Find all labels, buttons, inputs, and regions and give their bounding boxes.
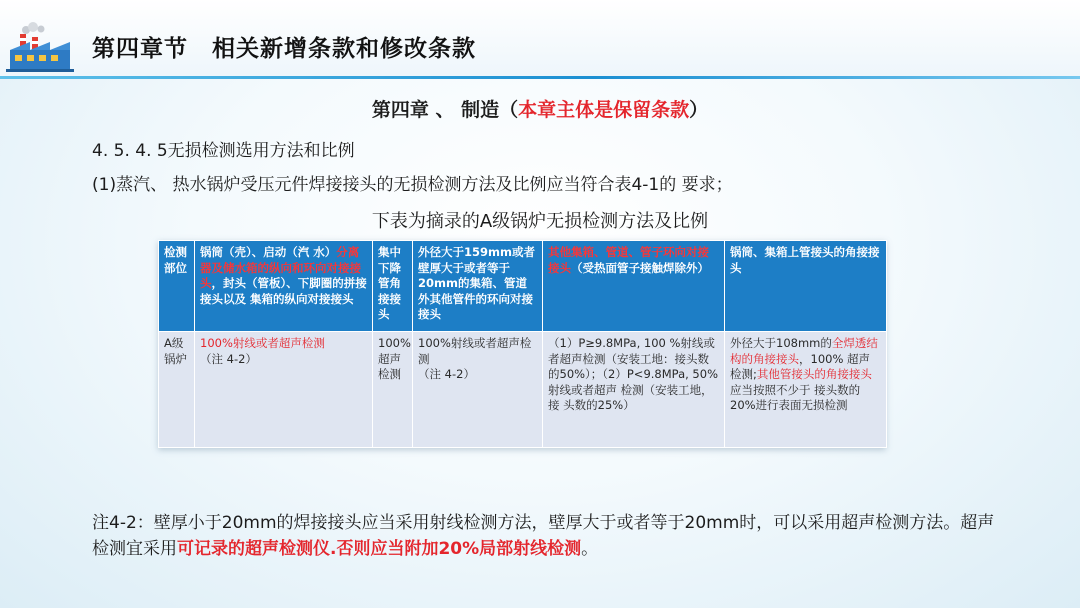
table-row — [159, 332, 887, 448]
chapter-title-main: 第四章 、 制造（ — [371, 99, 519, 121]
chapter-title-end: ） — [689, 99, 709, 121]
row-cell-drum-note: （注 4-2） — [200, 351, 257, 366]
row-cell-nozzle — [725, 332, 887, 448]
row-cell-downcomer: 100%超声检测 — [373, 332, 413, 448]
table-header-row — [159, 241, 887, 332]
row-cell-drum — [195, 332, 373, 448]
header-cell-location: 检测部位 — [159, 241, 195, 332]
row-cell-other-pipes: （1）P≥9.8MPa, 100 %射线或者超声检测（安装工地：接头数的50%）；（2）P<9.8MPa, 50%射线或者超声 检测（安装工地，接 头数的25%） — [543, 332, 725, 448]
footnote-text: 注4-2：壁厚小于20mm的焊接接头应当采用射线检测方法，壁厚大于或者等于20mm时，可以采用超声检测方法。超声检测宜采用 — [92, 513, 995, 559]
header-cell-drum-red: 分离器及储水箱的纵向和环向对接接头 — [200, 245, 361, 290]
header-divider — [0, 76, 1080, 79]
page-title: 第四章节 相关新增条款和修改条款 — [92, 36, 476, 62]
header-cell-drum-a: 锅筒（壳）、启动（汽 水） — [200, 245, 337, 259]
table-caption: 下表为摘录的A级锅炉无损检测方法及比例 — [371, 211, 709, 232]
row-cell-large-diameter-a: 100%射线或者超声检测 — [418, 336, 532, 366]
row-cell-drum-red: 100%射线或者超声检测 — [200, 336, 325, 350]
row-cell-large-diameter-note: （注 4-2） — [418, 367, 475, 381]
header-cell-other-pipes — [543, 241, 725, 332]
header-cell-large-diameter: 外径大于159mm或者壁厚大于或者等于20mm的集箱、管道外其他管件的环向对接接头 — [413, 241, 543, 332]
row-cell-nozzle-red1: 全焊透结构的角接接头 — [730, 336, 878, 366]
row-cell-large-diameter — [413, 332, 543, 448]
inspection-table-container — [158, 240, 886, 448]
inspection-table — [158, 240, 887, 448]
row-cell-nozzle-b: ，100% 超声检测; — [730, 351, 871, 381]
row-cell-nozzle-red2: 其他管接头的角接接头 — [756, 367, 872, 381]
row-cell-location: A级锅炉 — [159, 332, 195, 448]
header-cell-other-pipes-b: （受热面管子接触焊除外） — [571, 260, 709, 275]
row-cell-nozzle-c: 应当按照不少于 接头数的20%进行表面无损检测 — [730, 382, 861, 412]
header-cell-nozzle: 锅筒、集箱上管接头的角接接头 — [725, 241, 887, 332]
row-cell-nozzle-a: 外径大于108mm的 — [730, 336, 832, 350]
factory-icon — [6, 22, 74, 72]
header-cell-downcomer: 集中下降管角接接头 — [373, 241, 413, 332]
header-cell-drum-b: ，封头（管板）、下脚圈的拼接接头以及 集箱的纵向对接接头 — [200, 276, 367, 306]
header-cell-other-pipes-red: 其他集箱、管道、管子环向对接接头 — [548, 245, 709, 275]
footnote-end: 。 — [581, 539, 599, 559]
footnote-highlight: 可记录的超声检测仪.否则应当附加20%局部射线检测 — [177, 539, 582, 559]
clause-line: 4. 5. 4. 5无损检测选用方法和比例 — [92, 141, 355, 161]
footnote — [92, 510, 997, 562]
requirement-line: (1)蒸汽、 热水锅炉受压元件焊接接头的无损检测方法及比例应当符合表4-1的 要求； — [92, 175, 733, 195]
chapter-title — [0, 95, 1080, 122]
chapter-title-highlight: 本章主体是保留条款 — [518, 99, 690, 121]
header-cell-drum — [195, 241, 373, 332]
